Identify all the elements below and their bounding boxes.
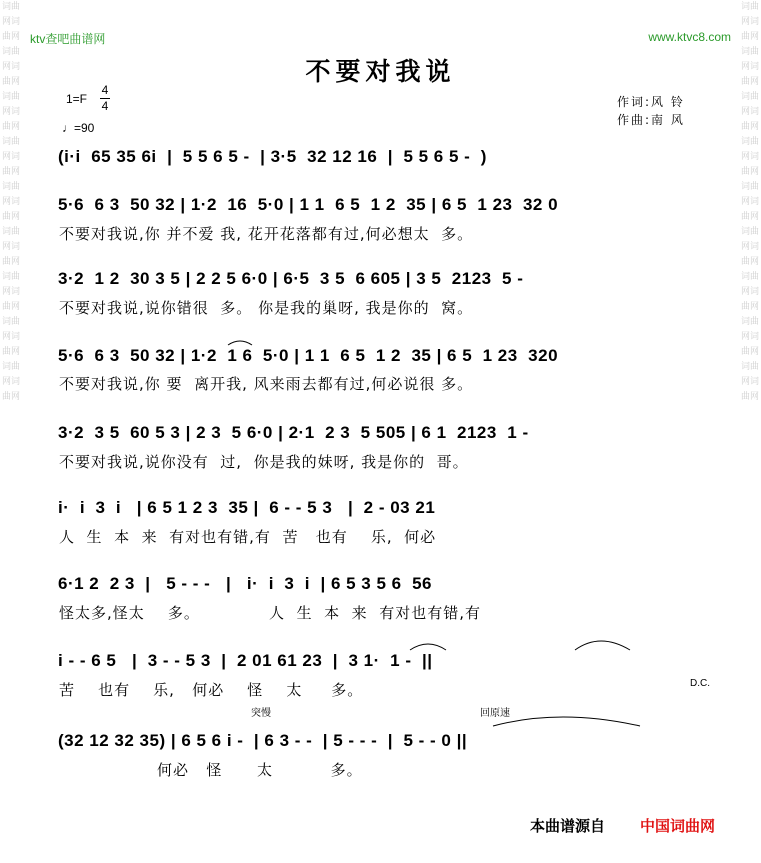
lyric-line-6: 人 生 本 来 有对也有错,有 苦 也有 乐, 何必 <box>59 528 437 546</box>
melody-line-1: (i·i 65 35 6i | 5 5 6 5 - | 3·5 32 12 16 | 5 5 6 5 - ) <box>58 147 487 166</box>
melody-line-8: i - - 6 5 | 3 - - 5 3 | 2 01 61 23 | 3 1· 1 - || <box>58 651 433 670</box>
melody-line-3: 3·2 1 2 30 3 5 | 2 2 5 6·0 | 6·5 3 5 6 605 | 3 5 2123 5 - <box>58 269 524 288</box>
meter-top: 4 <box>101 83 109 97</box>
key-signature: 1=F <box>66 92 88 106</box>
slur-arc <box>575 641 630 650</box>
watermark-left: 词曲网词曲网词曲网词曲网词曲网词曲网词曲网词曲网词曲网词曲网词曲网词曲网词曲网词曲网词曲网词曲网词曲网词曲网 <box>2 2 20 402</box>
melody-line-2: 5·6 6 3 50 32 | 1·2 16 5·0 | 1 1 6 5 1 2 35 | 6 5 1 23 32 0 <box>58 195 559 214</box>
lyric-line-2: 不要对我说,你 并不爱 我, 花开花落都有过,何必想太 多。 <box>59 225 474 243</box>
slur-arc <box>410 644 446 650</box>
song-title: 不要对我说 <box>305 57 456 86</box>
watermark-right: 词曲网词曲网词曲网词曲网词曲网词曲网词曲网词曲网词曲网词曲网词曲网词曲网词曲网词曲网词曲网词曲网词曲网词曲网 <box>741 2 759 402</box>
tempo-marking: ♩=90 <box>62 121 95 135</box>
lyric-line-3: 不要对我说,说你错很 多。 你是我的巢呀, 我是你的 窝。 <box>59 299 474 317</box>
source-name: 中国词曲网 <box>640 817 716 835</box>
lyric-line-7: 怪太多,怪太 多。 人 生 本 来 有对也有错,有 <box>59 604 481 622</box>
site-name-left: ktv查吧曲谱网 <box>30 32 106 46</box>
annotation-slow: 突慢 <box>251 708 271 719</box>
melody-line-5: 3·2 3 5 60 5 3 | 2 3 5 6·0 | 2·1 2 3 5 505 | 6 1 2123 1 - <box>58 423 529 442</box>
melody-line-4: 5·6 6 3 50 32 | 1·2 1 6 5·0 | 1 1 6 5 1 2 35 | 6 5 1 23 320 <box>58 346 559 365</box>
composer-credit: 作曲:南 风 <box>617 113 685 127</box>
melody-line-7: 6·1 2 2 3 | 5 - - - | i· i 3 i | 6 5 3 5 6 56 <box>58 574 432 593</box>
site-url-right: www.ktvc8.com <box>648 30 731 44</box>
slur-arc <box>228 341 252 345</box>
lyric-line-5: 不要对我说,说你没有 过, 你是我的妹呀, 我是你的 哥。 <box>59 453 469 471</box>
lyric-line-9: 何必 怪 太 多。 <box>59 761 363 779</box>
melody-line-6: i· i 3 i | 6 5 1 2 3 35 | 6 - - 5 3 | 2 - 03 21 <box>58 498 436 517</box>
melody-line-9: (32 12 32 35) | 6 5 6 i - | 6 3 - - | 5 - - - | 5 - - 0 || <box>58 731 468 750</box>
lyric-line-4: 不要对我说,你 要 离开我, 风来雨去都有过,何必说很 多。 <box>59 375 474 393</box>
annotation-tempo-back: 回原速 <box>480 708 510 719</box>
slur-arc <box>493 717 640 726</box>
annotation-dc: D.C. <box>690 678 710 689</box>
source-label: 本曲谱源自 <box>530 817 606 835</box>
meter-bottom: 4 <box>101 99 109 113</box>
lyricist-credit: 作词:风 铃 <box>617 95 685 109</box>
lyric-line-8: 苦 也有 乐, 何必 怪 太 多。 <box>59 681 364 699</box>
